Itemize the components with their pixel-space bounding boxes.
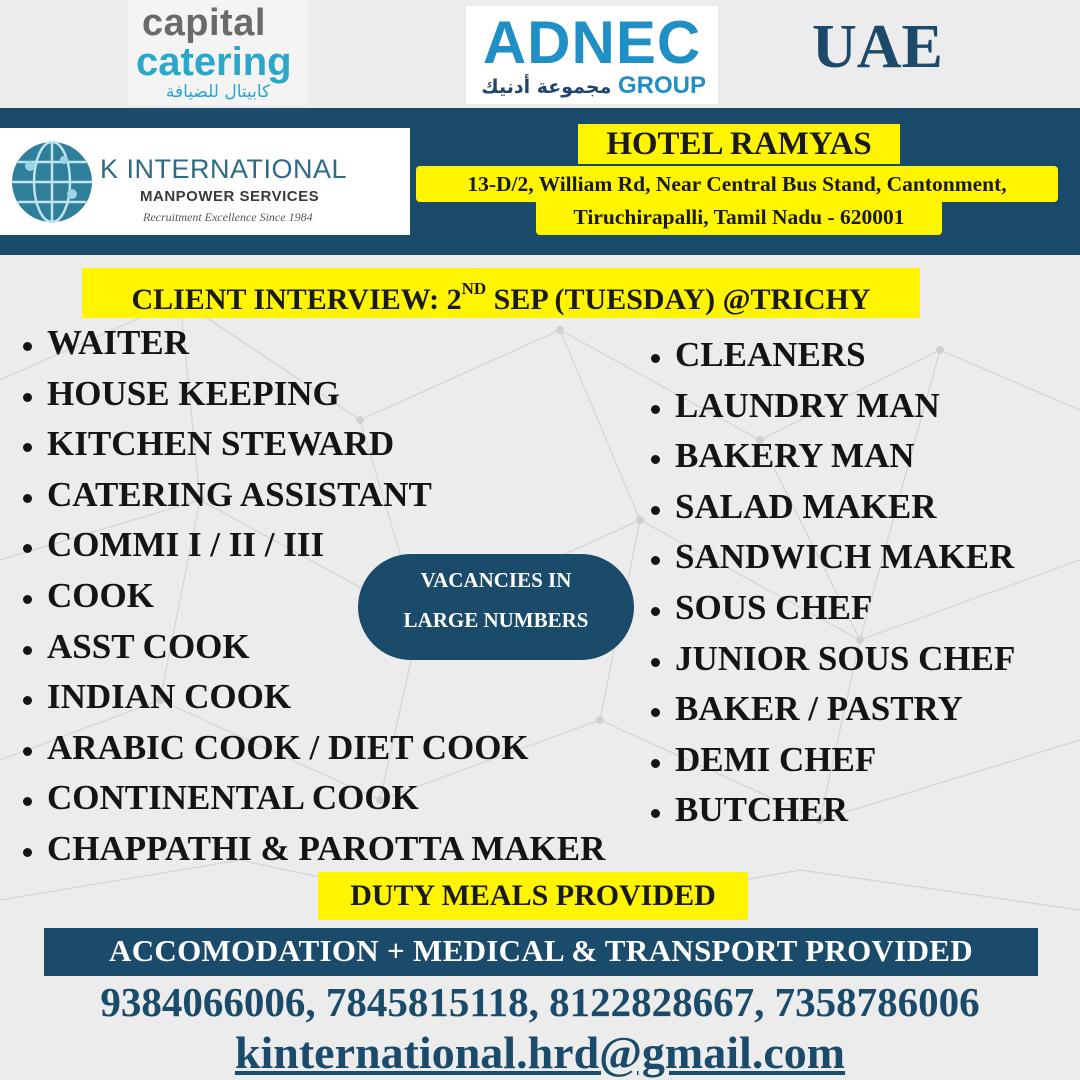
email-link[interactable]: kinternational.hrd@gmail.com — [234, 1027, 846, 1078]
list-item: SANDWICH MAKER — [648, 532, 1015, 583]
capital-logo-word: capital — [142, 2, 266, 44]
k-international-tagline: Recruitment Excellence Since 1984 — [143, 210, 313, 224]
list-item: LAUNDRY MAN — [648, 381, 1015, 432]
list-item: ASST COOK — [20, 622, 605, 673]
list-item: COOK — [20, 571, 605, 622]
adnec-logo-word: ADNEC — [482, 9, 702, 76]
catering-logo-word: catering — [136, 40, 292, 84]
list-item: JUNIOR SOUS CHEF — [648, 634, 1015, 685]
adnec-logo-subline — [481, 72, 706, 100]
vacancy-badge-line1: VACANCIES IN — [420, 568, 572, 592]
interview-suffix: SEP (TUESDAY) @TRICHY — [486, 283, 871, 316]
list-item: CATERING ASSISTANT — [20, 470, 605, 521]
list-item: CHAPPATHI & PAROTTA MAKER — [20, 824, 605, 875]
capital-catering-logo — [128, 0, 308, 105]
list-item: WAITER — [20, 318, 605, 369]
list-item: CLEANERS — [648, 330, 1015, 381]
list-item: BAKER / PASTRY — [648, 684, 1015, 735]
adnec-logo-arabic: مجموعة أدنيك — [481, 76, 612, 98]
list-item: HOUSE KEEPING — [20, 369, 605, 420]
k-international-subtitle: MANPOWER SERVICES — [140, 188, 320, 205]
list-item: KITCHEN STEWARD — [20, 419, 605, 470]
list-item: BUTCHER — [648, 785, 1015, 836]
country-heading: UAE — [812, 13, 943, 81]
accommodation-banner: ACCOMODATION + MEDICAL & TRANSPORT PROVIDED — [44, 928, 1038, 976]
capital-logo-arabic: كابيتال للضيافة — [165, 82, 271, 102]
list-item: COMMI I / II / III — [20, 520, 605, 571]
list-item: INDIAN COOK — [20, 672, 605, 723]
job-list-right — [648, 330, 1015, 836]
interview-banner — [82, 268, 920, 318]
list-item: SALAD MAKER — [648, 482, 1015, 533]
venue-name: HOTEL RAMYAS — [578, 124, 900, 164]
vacancy-badge-line2: LARGE NUMBERS — [403, 608, 589, 632]
meals-banner: DUTY MEALS PROVIDED — [318, 872, 748, 920]
adnec-logo-group: GROUP — [617, 72, 706, 99]
list-item: CONTINENTAL COOK — [20, 773, 605, 824]
vacancy-badge — [358, 554, 634, 660]
globe-icon — [6, 136, 98, 228]
venue-address-line1: 13-D/2, William Rd, Near Central Bus Stand, Cantonment, — [416, 166, 1058, 202]
list-item: DEMI CHEF — [648, 735, 1015, 786]
k-international-title: K INTERNATIONAL — [100, 154, 348, 184]
interview-superscript: ND — [461, 279, 487, 298]
list-item: SOUS CHEF — [648, 583, 1015, 634]
interview-prefix: CLIENT INTERVIEW: 2 — [131, 283, 462, 316]
k-international-logo — [0, 128, 410, 235]
phone-numbers[interactable]: 9384066006, 7845815118, 8122828667, 7358786006 — [100, 979, 980, 1025]
list-item: BAKERY MAN — [648, 431, 1015, 482]
list-item: ARABIC COOK / DIET COOK — [20, 723, 605, 774]
venue-address-line2: Tiruchirapalli, Tamil Nadu - 620001 — [536, 199, 942, 235]
adnec-group-logo — [466, 6, 718, 104]
